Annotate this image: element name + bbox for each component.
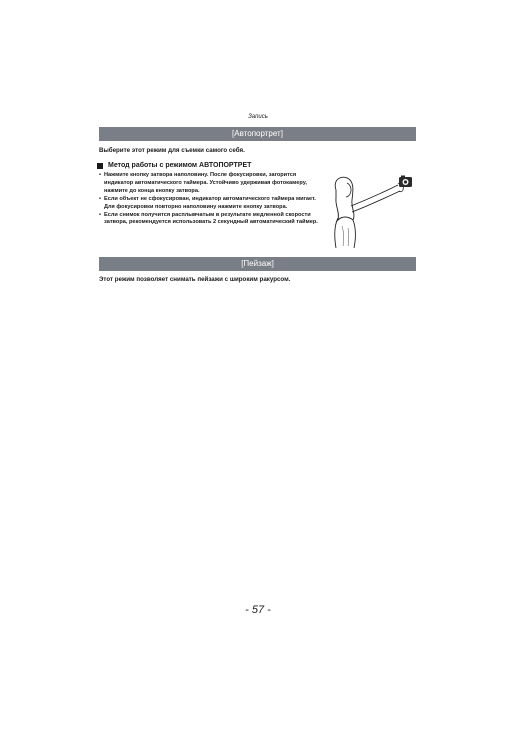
section-title-selfportrait: [Автопортрет] (99, 127, 416, 141)
square-bullet-icon (97, 163, 103, 169)
selfportrait-intro: Выберите этот режим для съемки самого себя. (99, 147, 245, 154)
page-header: Запись (248, 114, 268, 120)
page-number: - 57 - (245, 604, 271, 616)
selfportrait-illustration (322, 170, 414, 248)
list-item: • Если объект не сфокусирован, индикатор автоматического таймера мигает. Для фокусировки повторно наполовину нажмите кнопку затвора. (99, 196, 321, 212)
section-title-landscape: [Пейзаж] (99, 257, 416, 271)
instruction-list (99, 172, 321, 227)
method-title: Метод работы с режимом АВТОПОРТРЕТ (108, 162, 252, 169)
method-heading (97, 162, 251, 169)
landscape-text: Этот режим позволяет снимать пейзажи с широким ракурсом. (99, 276, 291, 283)
list-item: • Нажмите кнопку затвора наполовину. После фокусировки, загорится индикатор автоматического таймера. Устойчиво удерживая фотокамеру, нажмите до конца кнопку затвора. (99, 172, 321, 196)
list-item: • Если снимок получится расплывчатым в результате медленной скорости затвора, рекомендуется использовать 2 секундный автоматический таймер. (99, 212, 321, 228)
